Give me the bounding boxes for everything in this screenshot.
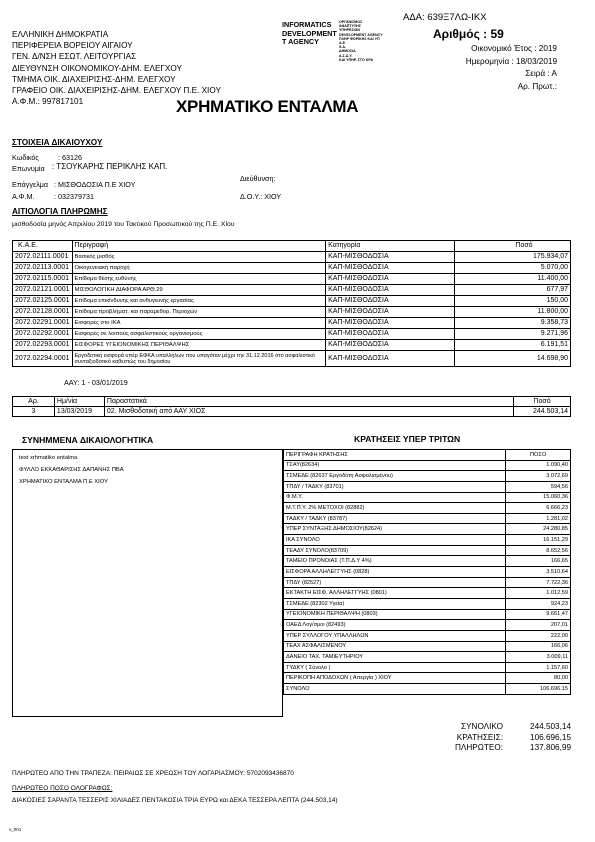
- withholding-description-cell: ΤΕΑΧ ΑΣΦΑΛΙΣΜΕΝΟΥ: [284, 641, 506, 652]
- kae-cell: 2072.02121.0001: [13, 285, 73, 296]
- kae-cell: 2072.02294.0001: [13, 351, 73, 367]
- description-cell: ΜΙΣΘΟΛΟΓΙΚΗ ΔΙΑΦΟΡΑ ΑΡΘ.29: [72, 285, 326, 296]
- withholding-description-cell: ΤΕΑΔΥ ΣΥΝΟΛΟ(83709): [284, 545, 506, 556]
- withholding-amount-cell: 6.666,23: [506, 503, 571, 514]
- informatics-logo: [282, 21, 337, 47]
- kae-cell: 2072.02115.0001: [13, 274, 73, 285]
- table-row: [284, 503, 571, 514]
- withholding-amount-cell: 7.722,36: [506, 577, 571, 588]
- amount-cell: 9.358,73: [455, 318, 571, 329]
- amount-words-heading: ΠΛΗΡΩΤΕΟ ΠΟΣΟ ΟΛΟΓΡΑΦΩΣ:: [12, 785, 113, 792]
- category-cell: ΚΑΠ-ΜΙΣΘΟΔΟΣΙΑ: [326, 329, 455, 340]
- name-value: : ΤΣΟΥΚΑΡΗΣ ΠΕΡΙΚΛΗΣ ΚΑΠ.: [52, 162, 168, 171]
- protocol-number: Αρ. Πρωτ.:: [517, 81, 557, 91]
- withholding-amount-cell: 1.090,40: [506, 460, 571, 471]
- withholding-amount-cell: 15.060,36: [506, 492, 571, 503]
- withholding-total-value: 106.696,15: [530, 732, 571, 742]
- table-row: [284, 556, 571, 567]
- category-cell: ΚΑΠ-ΜΙΣΘΟΔΟΣΙΑ: [326, 351, 455, 367]
- issuer-line: ΤΜΗΜΑ ΟΙΚ. ΔΙΑΧΕΙΡΙΣΗΣ-ΔΗΜ. ΕΛΕΓΧΟΥ: [12, 74, 176, 84]
- column-header: Ποσό: [514, 397, 571, 407]
- supporting-heading: ΣΥΝΗΜΜΕΝΑ ΔΙΚΑΙΟΛΟΓΗΤΙΚΑ: [22, 435, 154, 445]
- withholdings-heading: ΚΡΑΤΗΣΕΙΣ ΥΠΕΡ ΤΡΙΤΩΝ: [354, 434, 461, 444]
- total-value: 244.503,14: [530, 722, 571, 731]
- withholding-amount-cell: 1.012,59: [506, 588, 571, 599]
- withholdings-table: [283, 449, 571, 695]
- withholding-amount-cell: 3.009,11: [506, 652, 571, 663]
- items-table: [12, 240, 571, 367]
- table-row: [13, 340, 571, 351]
- category-cell: ΚΑΠ-ΜΙΣΘΟΔΟΣΙΑ: [326, 340, 455, 351]
- withholding-description-cell: ΤΥΔΚΥ ( Σύνολο ): [284, 662, 506, 673]
- documents-table: [12, 396, 571, 417]
- amount-words-text: ΔΙΑΚΟΣΙΕΣ ΣΑΡΑΝΤΑ ΤΕΣΣΕΡΙΣ ΧΙΛΙΑΔΕΣ ΠΕΝΤΑΚΟΣΙΑ ΤΡΙΑ ΕΥΡΩ και ΔΕΚΑ ΤΕΣΣΕΡΑ ΛΕΠΤΑ (244.503,14): [12, 797, 338, 804]
- table-row: [284, 545, 571, 556]
- category-cell: ΚΑΠ-ΜΙΣΘΟΔΟΣΙΑ: [326, 274, 455, 285]
- withholding-amount-cell: 166,65: [506, 556, 571, 567]
- document-number: Αριθμός : 59: [433, 27, 504, 41]
- doc-amount-cell: 244.503,14: [514, 407, 571, 417]
- withholding-amount-cell: 222,00: [506, 630, 571, 641]
- supporting-item: ΧΡΗΜΑΤΙΚΟ ΕΝΤΑΛΜΑ Π.Ε ΧΙΟΥ: [19, 479, 108, 485]
- table-row: [13, 285, 571, 296]
- withholding-description-cell: ΟΑΕΔ Λογ/σμοι (82493): [284, 620, 506, 631]
- withholding-description-cell: ΕΙΣΦΟΡΑ ΑΛΛΗΛΕΓΓΥΗΣ (0828): [284, 567, 506, 578]
- withholding-amount-cell: 3.510,64: [506, 567, 571, 578]
- withholding-amount-cell: 8.652,56: [506, 545, 571, 556]
- column-header: Περιγραφή: [72, 241, 326, 252]
- aay-line: ΑΑΥ: 1 - 03/01/2019: [64, 378, 128, 387]
- withholding-description-cell: ΙΚΑ ΣΥΝΟΛΟ: [284, 535, 506, 546]
- issuer-afm: Α.Φ.Μ.: 997817101: [12, 97, 84, 107]
- category-cell: ΚΑΠ-ΜΙΣΘΟΔΟΣΙΑ: [326, 252, 455, 263]
- withholding-description-cell: ΤΠΔΥ (82527): [284, 577, 506, 588]
- description-cell: Επίδομα επικίνδυνης και ανθυγιεινής εργασίας: [72, 296, 326, 307]
- table-row: [284, 481, 571, 492]
- withholding-amount-cell: 1.157,60: [506, 662, 571, 673]
- logo-line: DEVELOPMENT: [282, 28, 337, 38]
- issuer-block: [12, 29, 221, 107]
- fiscal-year: Οικονομικό Έτος : 2019: [471, 44, 557, 53]
- description-cell: Επίδομα προβλήματ. και παραμεθορ. Περιοχών: [72, 307, 326, 318]
- amount-cell: 150,00: [455, 296, 571, 307]
- category-cell: ΚΑΠ-ΜΙΣΘΟΔΟΣΙΑ: [326, 285, 455, 296]
- table-row: [13, 263, 571, 274]
- total-label: ΣΥΝΟΛΙΚΟ: [461, 722, 503, 731]
- amount-cell: 677,97: [455, 285, 571, 296]
- amount-cell: 14.698,90: [455, 351, 571, 367]
- supporting-item: ΦΥΛΛΟ ΕΚΚΑΘΑΡΙΣΗΣ ΔΑΠΑΝΗΣ ΠΒΑ: [19, 467, 124, 473]
- bank-line: ΠΛΗΡΩΤΕΟ ΑΠΟ ΤΗΝ ΤΡΑΠΕΖΑ: ΠΕΙΡΑΙΩΣ ΣΕ ΧΡΕΩΣΗ ΤΟΥ ΛΟΓΑΡΙΑΣΜΟΥ: 5702093436870: [12, 770, 294, 777]
- amount-cell: 11.400,00: [455, 274, 571, 285]
- amount-cell: 6.191,51: [455, 340, 571, 351]
- description-cell: Εργοδοτική εισφορά υπέρ ΕΦΚΑ υπαλλήλων που υπαγόταν μέχρι την 31.12.2016 στο ασφαλιστικό συνταξιοδοτικό καθεστώς του δημοσίου: [72, 351, 326, 367]
- withholding-amount-cell: 166,06: [506, 641, 571, 652]
- name-label: Επωνυμία: [12, 164, 45, 173]
- description-cell: Βασικός μισθός: [72, 252, 326, 263]
- document-meta: [466, 43, 557, 93]
- table-row: [13, 351, 571, 367]
- table-row: [13, 407, 571, 417]
- page-title: ΧΡΗΜΑΤΙΚΟ ΕΝΤΑΛΜΑ: [176, 97, 359, 116]
- table-row: [284, 460, 571, 471]
- table-row: [284, 662, 571, 673]
- document-series: Σειρά : Α: [525, 69, 557, 79]
- withholding-description-cell: ΤΑΜΕΙΟ ΠΡΟΝΟΙΑΣ (Τ.Π.Δ.Υ 4%): [284, 556, 506, 567]
- code-value: : 63126: [58, 153, 82, 162]
- informatics-small-text: [339, 20, 383, 62]
- description-cell: Επίδομα θέσης ευθύνης: [72, 274, 326, 285]
- logo-small-line: Α.Σ.Δ.Υ.: [339, 53, 353, 58]
- table-row: [13, 274, 571, 285]
- profession-label: Επάγγελμα: [12, 180, 49, 189]
- supporting-docs-box: [12, 449, 283, 717]
- table-row: [284, 577, 571, 588]
- description-cell: ΕΙΣΦΟΡΕΣ ΥΓΕΙΟΝΟΜΙΚΗΣ ΠΕΡΙΘΑΛΨΗΣ: [72, 340, 326, 351]
- kae-cell: 2072.02113.0001: [13, 263, 73, 274]
- withholding-description-cell: ΥΠΕΡ ΣΥΛΛΟΓΟΥ ΥΠΑΛΛΗΛΩΝ: [284, 630, 506, 641]
- total-row: [330, 722, 571, 733]
- withholding-description-cell: ΕΚΤΑΚΤΗ ΕΙΣΦ. ΑΛΛΗΛΕΓΓΥΗΣ (0801): [284, 588, 506, 599]
- withholding-description-cell: ΤΑΔΚΥ / ΤΑΔΚΥ (83787): [284, 513, 506, 524]
- version-label: v_001: [9, 827, 22, 832]
- withholding-amount-cell: 106.696,15: [506, 684, 571, 695]
- issuer-line: ΕΛΛΗΝΙΚΗ ΔΗΜΟΚΡΑΤΙΑ: [12, 30, 109, 39]
- kae-cell: 2072.02111.0001: [13, 252, 73, 263]
- payable-value: 137.806,99: [530, 743, 571, 752]
- withholding-amount-cell: 80,00: [506, 673, 571, 684]
- table-row: [284, 609, 571, 620]
- table-header-row: [284, 450, 571, 461]
- logo-line: T AGENCY: [282, 37, 319, 46]
- withholding-description-cell: ΥΠΕΡ ΣΥΝΤΑΞΗΣ ΔΗΜΟΣΙΟΥ(82624): [284, 524, 506, 535]
- category-cell: ΚΑΠ-ΜΙΣΘΟΔΟΣΙΑ: [326, 296, 455, 307]
- doc-number-cell: 3: [13, 407, 55, 417]
- column-header: Κ.Α.Ε.: [13, 241, 73, 252]
- issuer-line: ΓΡΑΦΕΙΟ ΟΙΚ. ΔΙΑΧΕΙΡΙΣΗΣ-ΔΗΜ. ΕΛΕΓΧΟΥ Π.Ε. ΧΙΟΥ: [12, 86, 221, 96]
- column-header: Ποσό: [455, 241, 571, 252]
- logo-small-line: ΔΗΜΟΣΙΑ: [339, 49, 356, 54]
- withholding-description-cell: Μ.Τ.Π.Υ. 2% ΜΕΤΟΧΟΙ (82882): [284, 503, 506, 514]
- column-header: Παραστατικά: [104, 397, 513, 407]
- withholding-description-cell: ΠΕΡΙΚΟΠΗ ΑΠΟΔΟΧΩΝ ( Απεργία ) ΧΙΟΥ: [284, 673, 506, 684]
- withholding-description-cell: ΤΣΜΕΔΕ (82637 Εργοδότη Ασφαλισμένου): [284, 471, 506, 482]
- table-row: [284, 567, 571, 578]
- table-row: [284, 492, 571, 503]
- withholding-amount-cell: 9.661,47: [506, 609, 571, 620]
- column-header: Ημ/νία: [54, 397, 104, 407]
- table-row: [284, 652, 571, 663]
- logo-small-line: DEVELOPMENT AGENCY: [339, 32, 383, 37]
- profession-value: : ΜΙΣΘΟΔΟΣΙΑ Π.Ε ΧΙΟΥ: [54, 180, 136, 189]
- logo-small-line: S.A.: [339, 45, 346, 50]
- totals-block: [330, 722, 571, 754]
- logo-small-line: Α.Ε.: [339, 41, 346, 46]
- column-header: Κατηγορία: [326, 241, 455, 252]
- withholding-amount-cell: 24.280,85: [506, 524, 571, 535]
- kae-cell: 2072.02293.0001: [13, 340, 73, 351]
- logo-line: INFORMATICS: [282, 20, 332, 29]
- table-row: [13, 252, 571, 263]
- table-header-row: [13, 241, 571, 252]
- description-cell: Εισφορές σε λοιπούς ασφαλιστικούς οργανισμούς: [72, 329, 326, 340]
- afm-value: : 032379731: [54, 192, 94, 201]
- logo-small-line: ΠΛΗΡ ΦΟΡΙΚΗΣ ΚΑΙ ΥΠ: [339, 36, 380, 41]
- withholding-total-row: [330, 733, 571, 744]
- kae-cell: 2072.02128.0001: [13, 307, 73, 318]
- table-header-row: [13, 397, 571, 407]
- logo-small-line: ΑΝΑΠΤΥΞΗΣ: [339, 24, 362, 29]
- logo-small-line: ΟΡΓΑΝΙΣΜΟΣ: [339, 20, 363, 24]
- issuer-line: ΔΙΕΥΘΥΝΣΗ ΟΙΚΟΝΟΜΙΚΟΥ-ΔΗΜ. ΕΛΕΓΧΟΥ: [12, 63, 182, 73]
- withholding-description-cell: ΤΣΑΥ(82634): [284, 460, 506, 471]
- payable-label: ΠΛΗΡΩΤΕΟ:: [455, 743, 503, 752]
- table-row: [13, 307, 571, 318]
- withholding-amount-cell: 1.281,02: [506, 513, 571, 524]
- table-row: [284, 535, 571, 546]
- withholding-amount-cell: 924,23: [506, 598, 571, 609]
- table-row: [284, 513, 571, 524]
- description-cell: Οικογενειακή παροχή: [72, 263, 326, 274]
- amount-cell: 175.934,07: [455, 252, 571, 263]
- withholding-description-cell: ΔΑΝΕΙΟ ΤΑΧ. ΤΑΜΙΕΥΤΗΡΙΟΥ: [284, 652, 506, 663]
- column-header: ΠΟΣΟ: [506, 450, 571, 461]
- table-row: [13, 329, 571, 340]
- payable-row: [330, 743, 571, 754]
- column-header: Αρ.: [13, 397, 55, 407]
- table-row: [13, 318, 571, 329]
- table-row: [284, 620, 571, 631]
- document-date: Ημερομηνία : 18/03/2019: [465, 56, 557, 66]
- withholding-total-label: ΚΡΑΤΗΣΕΙΣ:: [456, 732, 503, 742]
- justification-text: μισθοδοσία μηνός Απριλίου 2019 του Τακτικού Προσωπικού της Π.Ε. Χίου: [12, 221, 235, 228]
- category-cell: ΚΑΠ-ΜΙΣΘΟΔΟΣΙΑ: [326, 307, 455, 318]
- column-header: ΠΕΡΙΓΡΑΦΗ ΚΡΑΤΗΣΗΣ: [284, 450, 506, 461]
- table-row: [284, 588, 571, 599]
- withholding-amount-cell: 207,01: [506, 620, 571, 631]
- withholding-amount-cell: 16.151,29: [506, 535, 571, 546]
- table-row: [284, 641, 571, 652]
- code-label: Κωδικός: [12, 153, 39, 162]
- table-row: [284, 684, 571, 695]
- table-row: [284, 673, 571, 684]
- issuer-line: ΠΕΡΙΦΕΡΕΙΑ ΒΟΡΕΙΟΥ ΑΙΓΑΙΟΥ: [12, 41, 133, 51]
- withholding-amount-cell: 594,56: [506, 481, 571, 492]
- table-row: [284, 630, 571, 641]
- logo-small-line: ΚΑΙ ΥΠΗΡ. ΣΤΟ ΚΡΑ: [339, 57, 374, 62]
- description-cell: Εισφορές στο ΙΚΑ: [72, 318, 326, 329]
- withholding-description-cell: ΤΣΜΕΔΕ (82302 Υγεία): [284, 598, 506, 609]
- withholding-amount-cell: 3.072,69: [506, 471, 571, 482]
- doc-description-cell: 02. Μισθοδοτική από ΑΑΥ ΧΙΟΣ: [104, 407, 513, 417]
- withholding-description-cell: ΤΠΔΥ / ΤΑΔΚΥ (83701): [284, 481, 506, 492]
- kae-cell: 2072.02291.0001: [13, 318, 73, 329]
- table-row: [284, 598, 571, 609]
- doy-label: Δ.Ο.Υ.: ΧΙΟΥ: [240, 192, 282, 201]
- beneficiary-heading: ΣΤΟΙΧΕΙΑ ΔΙΚΑΙΟΥΧΟΥ: [12, 138, 103, 147]
- kae-cell: 2072.02125.0001: [13, 296, 73, 307]
- table-row: [13, 296, 571, 307]
- withholding-description-cell: Φ.Μ.Υ.: [284, 492, 506, 503]
- amount-cell: 5.070,00: [455, 263, 571, 274]
- address-label: Διεύθυνση:: [240, 174, 276, 183]
- justification-heading: ΑΙΤΙΟΛΟΓΙΑ ΠΛΗΡΩΜΗΣ: [12, 207, 108, 216]
- category-cell: ΚΑΠ-ΜΙΣΘΟΔΟΣΙΑ: [326, 318, 455, 329]
- logo-small-line: ΥΠΗΡΕΣΙΩΝ: [339, 28, 361, 33]
- amount-cell: 9.271,96: [455, 329, 571, 340]
- supporting-item: test xrhmatiko entalma: [19, 455, 78, 461]
- category-cell: ΚΑΠ-ΜΙΣΘΟΔΟΣΙΑ: [326, 263, 455, 274]
- issuer-line: ΓΕΝ. Δ/ΝΣΗ ΕΣΩΤ. ΛΕΙΤΟΥΡΓΙΑΣ: [12, 52, 137, 62]
- doc-date-cell: 13/03/2019: [54, 407, 104, 417]
- ada-code: ΑΔΑ: 639Ξ7ΛΩ-ΙΚΧ: [403, 12, 487, 23]
- amount-cell: 11.800,00: [455, 307, 571, 318]
- afm-label: Α.Φ.Μ.: [12, 192, 35, 201]
- table-row: [284, 471, 571, 482]
- withholding-description-cell: ΣΥΝΟΛΟ: [284, 684, 506, 695]
- kae-cell: 2072.02292.0001: [13, 329, 73, 340]
- table-row: [284, 524, 571, 535]
- withholding-description-cell: ΥΓΕΙΟΝΟΜΙΚΗ ΠΕΡΙΘΑΛΨΗ (0803): [284, 609, 506, 620]
